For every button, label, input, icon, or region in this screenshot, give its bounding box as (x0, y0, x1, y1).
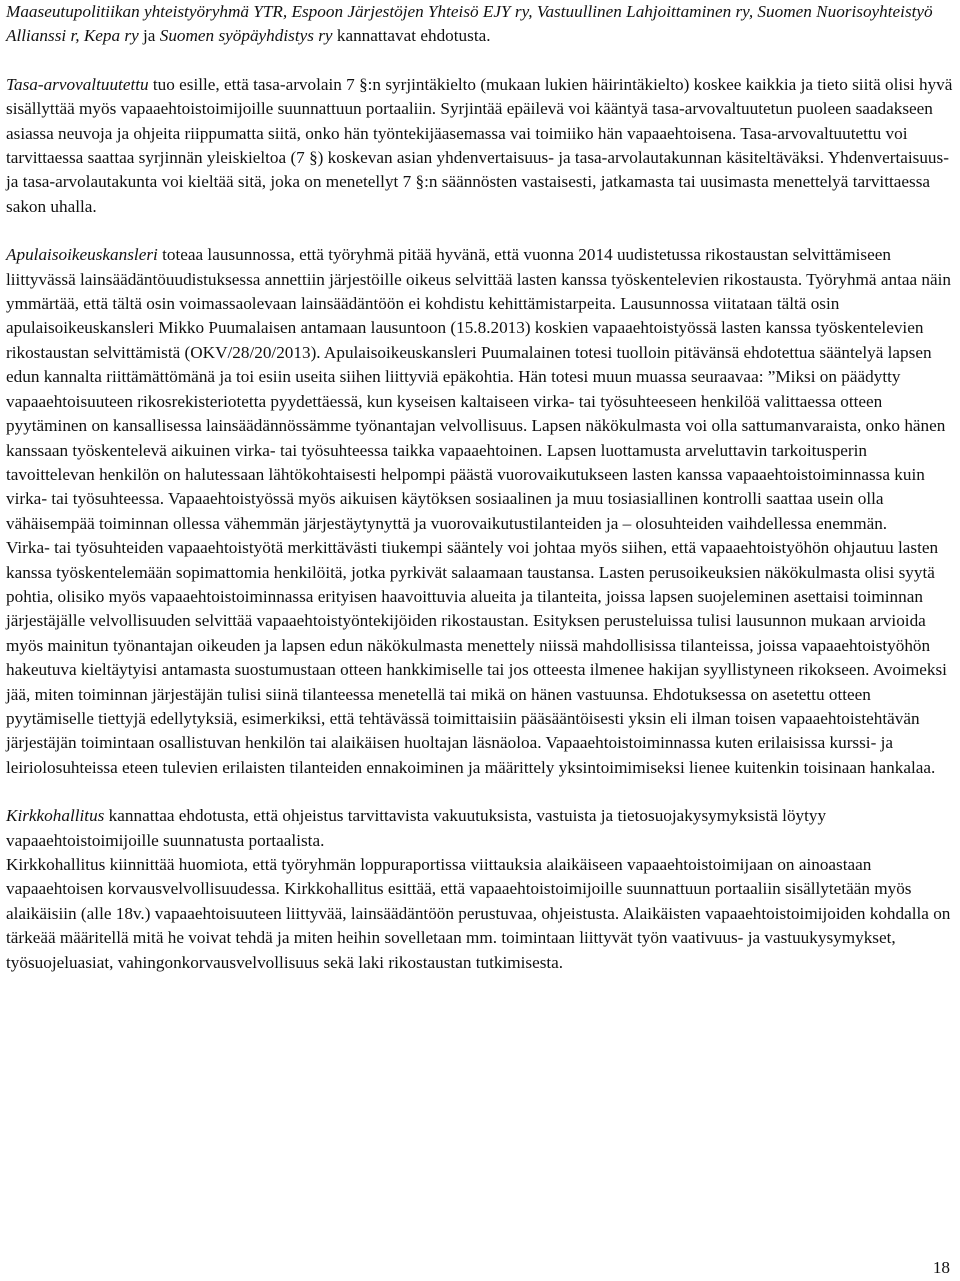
paragraph-gap (6, 49, 954, 73)
commenter-name: Kirkkohallitus (6, 806, 105, 826)
paragraph-supporters (6, 0, 954, 49)
connector-text: ja (138, 26, 160, 46)
paragraph-gap (6, 780, 954, 804)
paragraph-equality-ombudsman (6, 73, 954, 219)
document-page (6, 0, 954, 975)
paragraph-gap (6, 219, 954, 243)
commenter-name: Tasa-arvovaltuutettu (6, 74, 149, 94)
paragraph-text: tuo esille, että tasa-arvolain 7 §:n syrjintäkielto (mukaan lukien häirintäkielto) koskee kaikkia ja tieto siitä olisi hyvä sisällyttää myös vapaaehtoistoimijoille suunnattuun portaaliin. Syrjintää epäilevä voi kääntyä tasa-arvovaltuutetun puoleen saadakseen asiassa neuvoja ja ohjeita riippumatta siitä, onko hän työntekijäasemassa vai toimiiko hän vapaaehtoisena. Tasa-arvovaltuutettu voi tarvittaessa saattaa syrjinnän yleiskieltoa (7 §) koskevan asian yhdenvertaisuus- ja tasa-arvolautakunnan käsiteltäväksi. Yhdenvertaisuus- ja tasa-arvolautakunta voi kieltää sitä, joka on menetellyt 7 §:n säännösten vastaisesti, jatkamasta tai uusimasta menettelyä tarvittaessa sakon uhalla. (6, 74, 953, 216)
paragraph-church-council (6, 804, 954, 853)
page-number: 18 (932, 1258, 950, 1277)
paragraph-text: toteaa lausunnossa, että työryhmä pitää hyvänä, että vuonna 2014 uudistetussa rikostaustan selvittämiseen liittyvässä lainsäädäntöuudistuksessa annettiin järjestöille oikeus selvittää lasten kanssa työskentelevien rikostausta. Työryhmä antaa näin ymmärtää, että tältä osin voimassaolevaan lainsäädäntöön ei kohdistu kehittämistarpeita. Lausunnossa viitataan tältä osin apulaisoikeuskansleri Mikko Puumalaisen antamaan lausuntoon (15.8.2013) koskien vapaaehtoistyössä lasten kanssa työskentelevien rikostaustan selvittämistä (OKV/28/20/2013). Apulaisoikeuskansleri Puumalainen totesi tuolloin pitävänsä ehdotettua sääntelyä lapsen edun kannalta riittämättömänä ja toi esiin useita siihen liittyviä epäkohtia. Hän totesi muun muassa seuraavaa: ”Miksi on päädytty vapaaehtoisuuteen rikosrekisteriotetta pyydettäessä, kun kyseisen kaltaiseen virka- tai työsuhteeseen henkilöä valittaessa otteen pyytäminen on kansallisessa lainsäädännössämme työnantajan velvollisuus. Lapsen näkökulmasta voi olla sattumanvaraista, onko hänen kanssaan työskentelevä aikuinen virka- tai työsuhteessa taikka vapaaehtoinen. Lapsen luottamusta arveluttavin tarkoitusperin tavoittelevan henkilön on halutessaan lähtökohtaisesti helpompi päästä vuorovaikutukseen lasten kanssa vapaaehtoistoiminnassa kuin virka- tai työsuhteessa. Vapaaehtoistyössä myös aikuisen käytöksen sosiaalinen ja muu tosiasiallinen kontrolli saattaa usein olla vähäisempää toiminnan ollessa vähemmän järjestäytynyttä ja vuorovaikutustilanteiden ja – olosuhteiden vaihdellessa enemmän. (6, 245, 951, 533)
paragraph-church-council-continued: Kirkkohallitus kiinnittää huomiota, että työryhmän loppuraportissa viittauksia alaikäiseen vapaaehtoistoimijaan on ainoastaan vapaaehtoisen korvausvelvollisuudessa. Kirkkohallitus esittää, että vapaaehtoistoimijoille suunnattuun portaaliin sisällytetään myös alaikäisiin (alle 18v.) vapaaehtoisuuteen liittyvää, lainsäädäntöön perustuvaa, ohjeistusta. Alaikäisten vapaaehtoistoimijoiden kohdalla on tärkeää määritellä mitä he voivat tehdä ja miten heihin sovelletaan mm. toimintaan liittyvät työn vaativuus- ja vastuukysymykset, työsuojeluasiat, vahingonkorvausvelvollisuus sekä laki rikostaustan tutkimisesta. (6, 855, 951, 972)
paragraph-deputy-chancellor-continued: Virka- tai työsuhteiden vapaaehtoistyötä merkittävästi tiukempi sääntely voi johtaa myös siihen, että vapaaehtoistyöhön ohjautuu lasten kanssa työskentelemään sopimattomia henkilöitä, jotka pyrkivät salaamaan taustansa. Lasten perusoikeuksien näkökulmasta olisi syytä pohtia, olisiko myös vapaaehtoistoiminnassa erityisen haavoittuvia alueita ja tilanteita, joissa lapsen suojeleminen asettaisi toiminnan järjestäjälle velvollisuuden selvittää vapaaehtoistyöntekijöiden rikostaustan. Esityksen perusteluissa tulisi lausunnon mukaan arvioida myös mainitun työnantajan oikeuden ja lapsen edun näkökulmasta menettely niissä mahdollisissa tilanteissa, joissa vapaaehtoistyöhön hakeutuva kieltäytyisi antamasta suostumustaan otteen hankkimiselle tai jos otteesta ilmenee hakijan syyllistyneen rikokseen. Avoimeksi jää, miten toiminnan järjestäjän tulisi siinä tilanteessa menetellä tai mikä on hänen vastuunsa. Ehdotuksessa on asetettu otteen pyytämiselle tiettyjä edellytyksiä, esimerkiksi, että tehtävässä toimittaisiin pääsääntöisesti yksin eli ilman toisen vapaaehtoistehtävän järjestäjän toimintaan osallistuvan henkilön tai alaikäisen huoltajan läsnäoloa. Vapaaehtoistoiminnassa kuten erilaisissa kurssi- ja leiriolosuhteissa eteen tulevien erilaisten tilanteiden ennakoiminen ja määrittely yksintoimimiseksi lienee kuitenkin toisinaan hankalaa. (6, 538, 947, 777)
commenter-name: Apulaisoikeuskansleri (6, 245, 158, 265)
organizations-list: Maaseutupolitiikan yhteistyöryhmä YTR, Espoon Järjestöjen Yhteisö EJY ry, Vastuullinen Lahjoittaminen ry, Suomen Nuorisoyhteistyö Allianssi r, Kepa ry (6, 2, 933, 46)
paragraph-text: kannattaa ehdotusta, että ohjeistus tarvittavista vakuutuksista, vastuista ja tietosuojakysymyksistä löytyy vapaaehtoistoimijoille suunnatusta portaalista. (6, 806, 827, 850)
organization-name: Suomen syöpäyhdistys ry (159, 26, 333, 46)
paragraph-text: kannattavat ehdotusta. (332, 26, 491, 46)
paragraph-deputy-chancellor (6, 243, 954, 536)
